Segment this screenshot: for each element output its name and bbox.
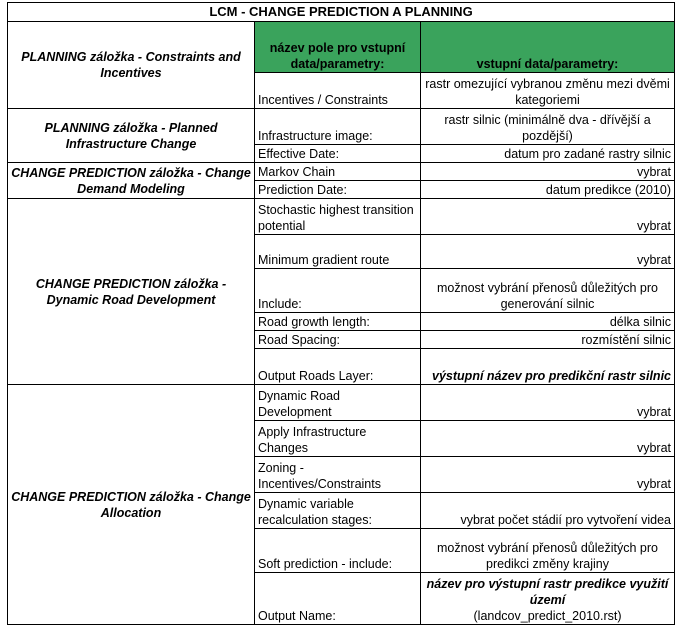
section-change-allocation: CHANGE PREDICTION záložka - Change Allocation [8,385,255,625]
value-cell: datum pro zadané rastry silnic [421,145,675,163]
param-cell: Minimum gradient route [255,235,421,269]
value-cell: vybrat [421,235,675,269]
param-cell: Road Spacing: [255,331,421,349]
value-cell: vybrat [421,199,675,235]
value-cell: vybrat počet stádií pro vytvoření videa [421,493,675,529]
param-cell: Include: [255,269,421,313]
param-cell: Output Roads Layer: [255,349,421,385]
section-constraints-incentives: PLANNING záložka - Constraints and Incentives [8,22,255,109]
param-cell: Dynamic variable recalculation stages: [255,493,421,529]
output-name-example: (landcov_predict_2010.rst) [473,609,622,623]
value-cell: vybrat [421,421,675,457]
section-planned-infrastructure: PLANNING záložka - Planned Infrastructure Change [8,109,255,163]
param-cell: Dynamic Road Development [255,385,421,421]
param-cell: Apply Infrastructure Changes [255,421,421,457]
value-cell: možnost vybrání přenosů důležitých pro generování silnic [421,269,675,313]
section-dynamic-road-development: CHANGE PREDICTION záložka - Dynamic Road Development [8,199,255,385]
param-cell: Stochastic highest transition potential [255,199,421,235]
value-cell: délka silnic [421,313,675,331]
value-cell: vybrat [421,457,675,493]
table-title: LCM - CHANGE PREDICTION A PLANNING [8,3,675,22]
param-cell: Soft prediction - include: [255,529,421,573]
value-cell: datum predikce (2010) [421,181,675,199]
param-cell: Output Name: [255,573,421,625]
header-input-data: vstupní data/parametry: [421,22,675,73]
value-cell: rastr omezující vybranou změnu mezi dvěmi kategoriemi [421,73,675,109]
param-cell: Road growth length: [255,313,421,331]
param-cell: Effective Date: [255,145,421,163]
param-cell: Prediction Date: [255,181,421,199]
section-change-demand-modeling: CHANGE PREDICTION záložka - Change Demand Modeling [8,163,255,199]
param-cell: Zoning - Incentives/Constraints [255,457,421,493]
header-field-name: název pole pro vstupní data/parametry: [255,22,421,73]
value-cell: vybrat [421,385,675,421]
value-cell: rozmístění silnic [421,331,675,349]
value-cell: vybrat [421,163,675,181]
param-cell: Incentives / Constraints [255,73,421,109]
parameter-table [7,2,675,625]
value-cell: rastr silnic (minimálně dva - dřívější a pozdější) [421,109,675,145]
param-cell: Infrastructure image: [255,109,421,145]
value-cell-output-name [421,573,675,625]
value-cell: výstupní název pro predikční rastr silnic [421,349,675,385]
output-name-description: název pro výstupní rastr predikce využití území [426,577,669,607]
value-cell: možnost vybrání přenosů důležitých pro predikci změny krajiny [421,529,675,573]
param-cell: Markov Chain [255,163,421,181]
document-table-wrapper [7,2,675,625]
